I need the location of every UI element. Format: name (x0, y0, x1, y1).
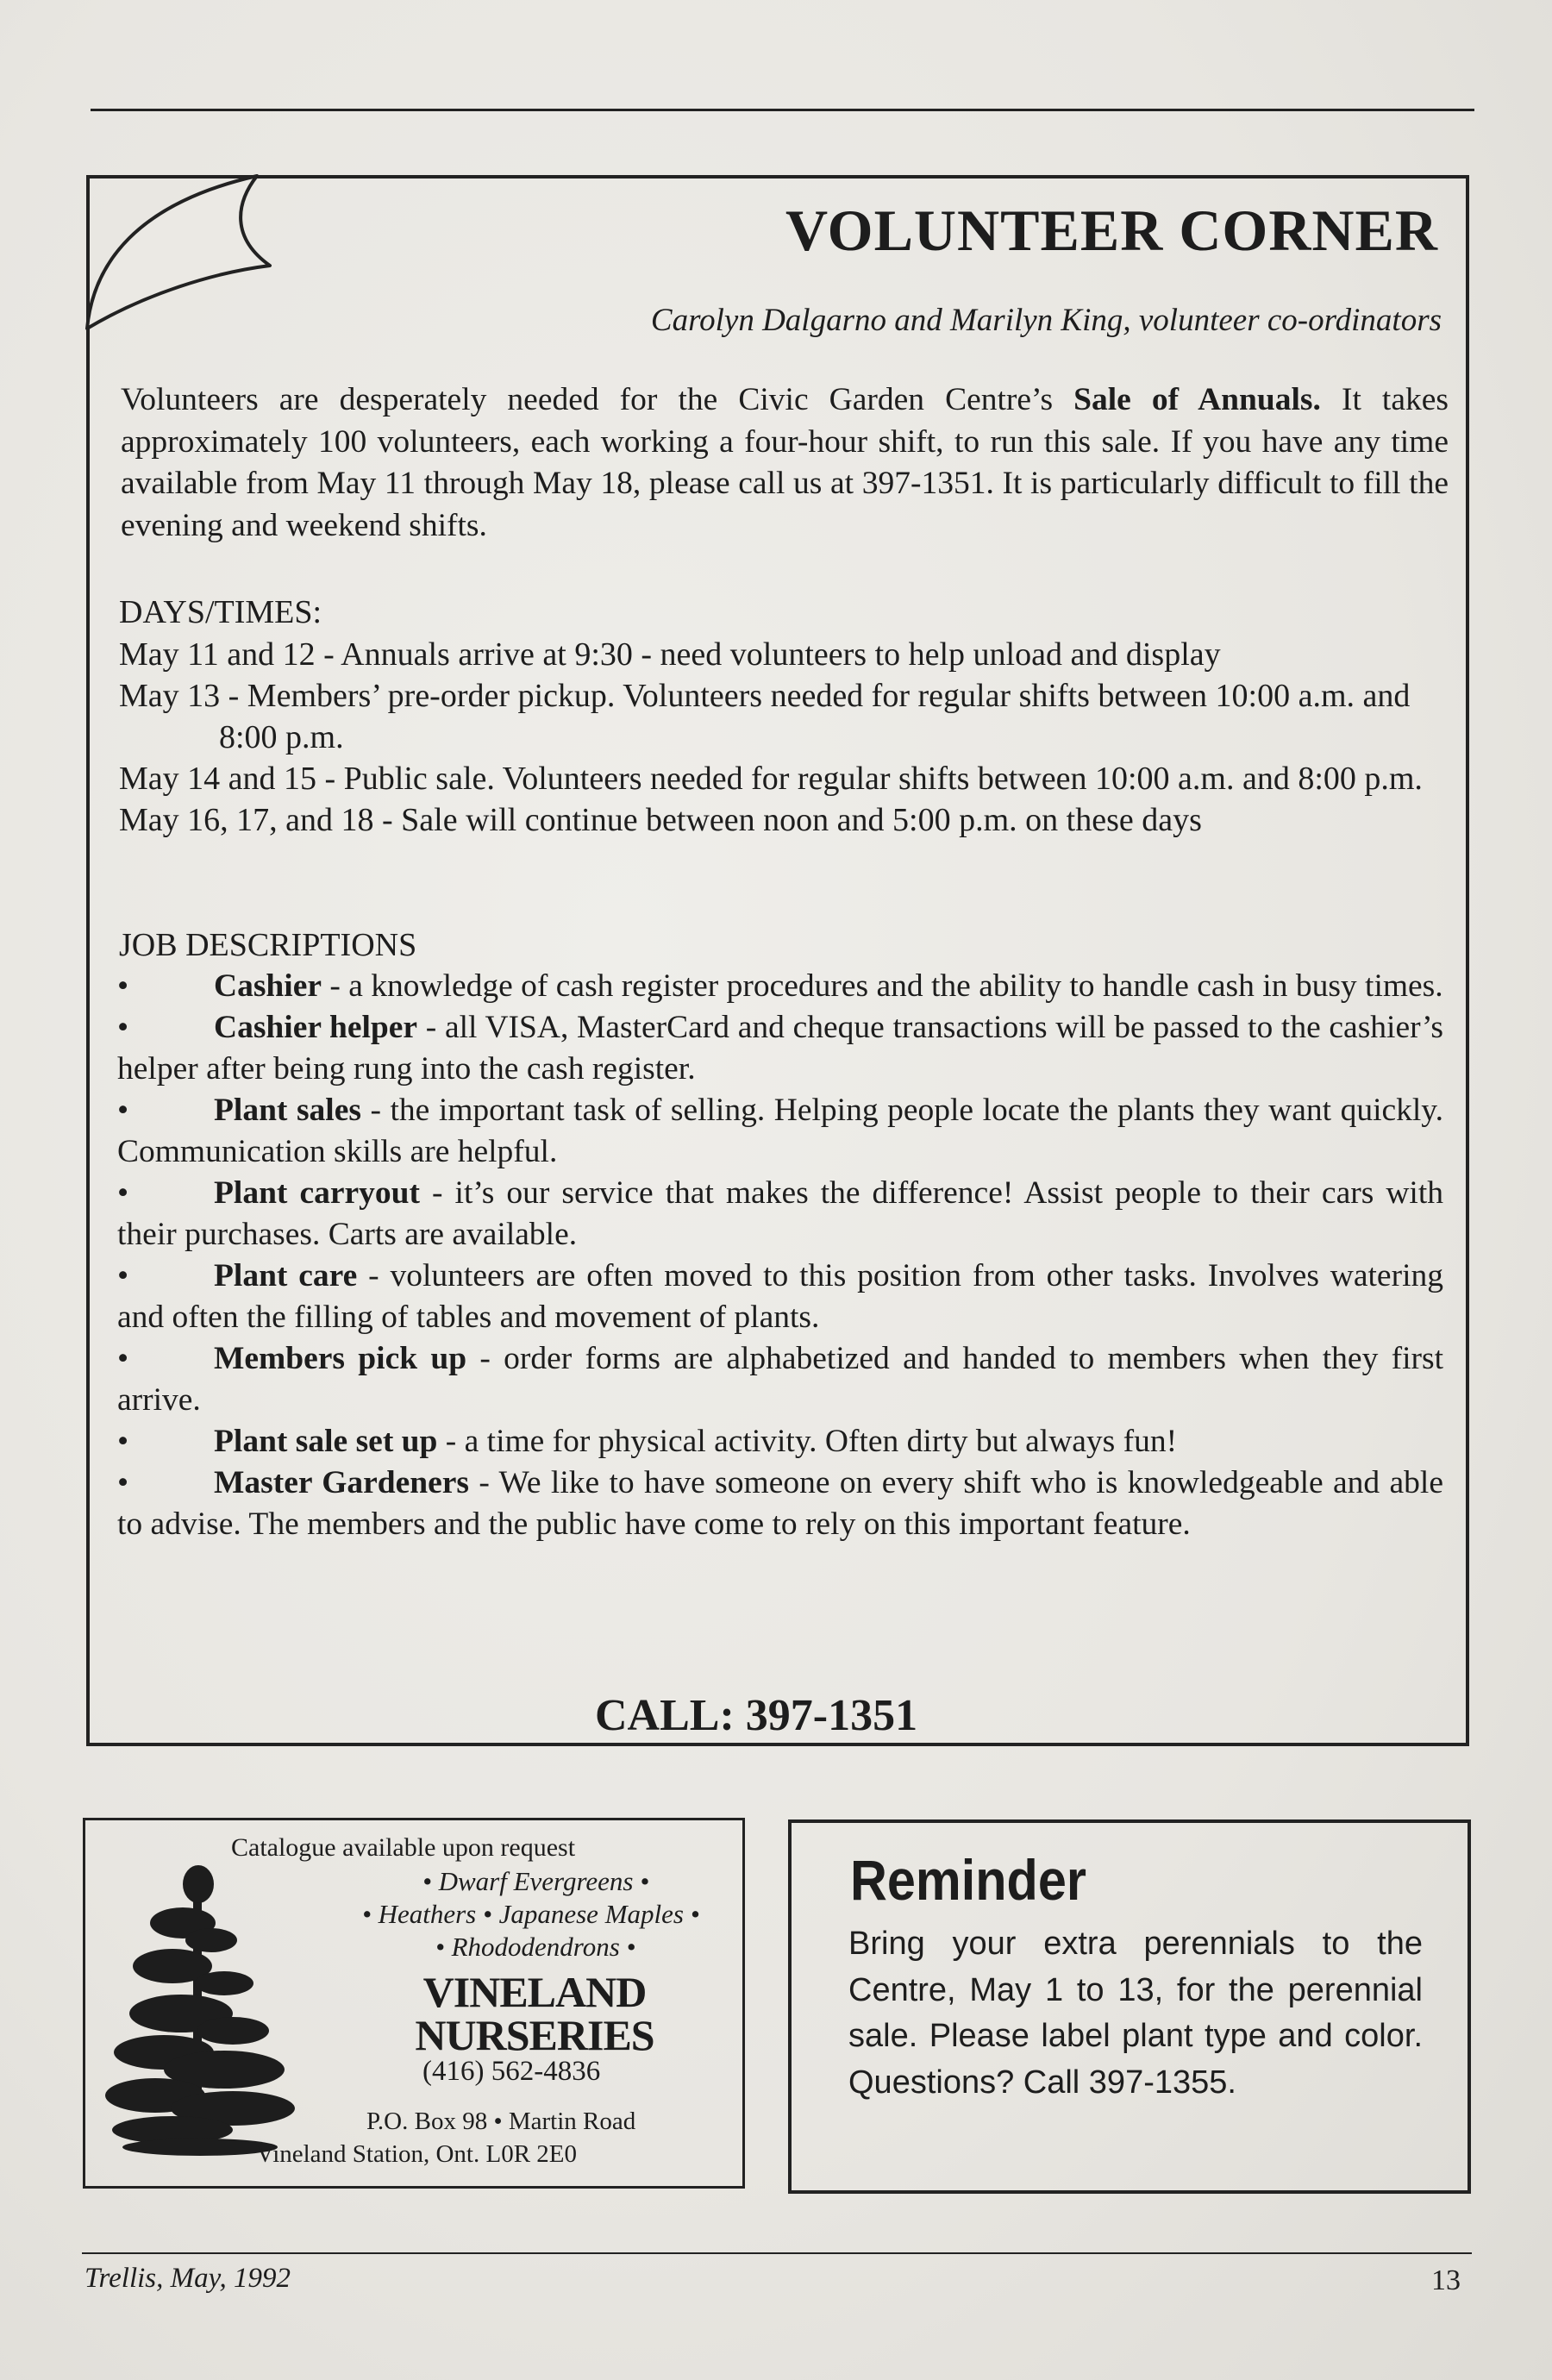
ad-phone: (416) 562-4836 (422, 2056, 601, 2087)
days-item: May 11 and 12 - Annuals arrive at 9:30 - need volunteers to help unload and display (119, 636, 1221, 673)
job-desc: - order forms are alphabetized and handed to members when they first arrive. (117, 1341, 1444, 1418)
bullet: • (117, 1175, 129, 1211)
job-desc: - it’s our service that makes the difference! Assist people to their cars with their purchases. Carts are available. (117, 1175, 1444, 1252)
days-item: May 13 - Members’ pre-order pickup. Volunteers needed for regular shifts between 10:00 a.m. and 8:00 p.m. (119, 678, 1411, 755)
job-item (117, 1007, 1443, 1090)
days-list (119, 634, 1464, 841)
job-desc: - a time for physical activity. Often dirty but always fun! (437, 1424, 1178, 1459)
bottom-rule (82, 2252, 1472, 2254)
job-name: Plant carryout (214, 1175, 420, 1211)
job-desc: - We like to have someone on every shift who is knowledgeable and able to advise. The members and the public have come to rely on this important feature. (117, 1465, 1443, 1542)
ad-catalogue-line: Catalogue available upon request (231, 1833, 576, 1862)
ad-company-name-line2: NURSERIES (415, 2011, 654, 2059)
job-item (117, 966, 1443, 1007)
job-desc: - a knowledge of cash register procedures and the ability to handle cash in busy times. (322, 968, 1443, 1004)
intro-text-end: It takes approximately 100 volunteers, each working a four-hour shift, to run this sale. If you have any time available from May 11 through May 18, please call us at 397-1351. It is particularly difficult to fill the evening and weekend shifts. (121, 382, 1449, 543)
job-item (117, 1421, 1443, 1462)
job-descriptions-heading: JOB DESCRIPTIONS (119, 927, 417, 963)
ad-product-line: • Dwarf Evergreens • (422, 1866, 650, 1896)
call-number: CALL: 397-1351 (595, 1691, 918, 1740)
job-desc: - the important task of selling. Helping people locate the plants they want quickly. Communication skills are helpful. (117, 1093, 1443, 1169)
footer-publication: Trellis, May, 1992 (84, 2263, 291, 2294)
job-name: Plant care (214, 1258, 358, 1293)
job-name: Cashier (214, 968, 322, 1004)
bullet: • (117, 1093, 129, 1128)
intro-paragraph (121, 379, 1449, 547)
job-name: Plant sales (214, 1093, 361, 1128)
job-desc: - all VISA, MasterCard and cheque transactions will be passed to the cashier’s helper after being rung into the cash register. (117, 1010, 1444, 1087)
bullet: • (117, 1258, 129, 1293)
bullet: • (117, 1010, 129, 1045)
volunteer-corner-title: VOLUNTEER CORNER (785, 197, 1438, 263)
job-item (117, 1090, 1443, 1173)
days-times-heading: DAYS/TIMES: (119, 594, 322, 630)
job-descriptions-list (117, 966, 1443, 1545)
ad-address-line1: P.O. Box 98 • Martin Road (366, 2108, 636, 2135)
bullet: • (117, 968, 129, 1004)
job-name: Master Gardeners (214, 1465, 469, 1500)
job-item (117, 1256, 1443, 1338)
reminder-title: Reminder (850, 1848, 1086, 1912)
job-item (117, 1462, 1443, 1545)
job-desc: - volunteers are often moved to this position from other tasks. Involves watering and often the filling of tables and movement of plants. (117, 1258, 1443, 1335)
top-rule (91, 109, 1474, 111)
job-name: Plant sale set up (214, 1424, 438, 1459)
ad-company-name-line1: VINELAND (422, 1968, 647, 2016)
page-number: 13 (1431, 2264, 1461, 2296)
curled-flag-ornament (84, 169, 309, 341)
job-item (117, 1338, 1443, 1421)
reminder-body: Bring your extra perennials to the Centre, May 1 to 13, for the perennial sale. Please label plant type and color. Questions? Call 397-1355. (848, 1926, 1423, 2101)
bullet: • (117, 1465, 129, 1500)
job-name: Members pick up (214, 1341, 467, 1376)
intro-text-bold: Sale of Annuals. (1073, 382, 1321, 417)
job-item (117, 1173, 1443, 1256)
days-item: May 14 and 15 - Public sale. Volunteers needed for regular shifts between 10:00 a.m. and 8:00 p.m. (119, 761, 1423, 797)
job-name: Cashier helper (214, 1010, 418, 1045)
days-item: May 16, 17, and 18 - Sale will continue between noon and 5:00 p.m. on these days (119, 802, 1202, 838)
ad-product-line: • Rhododendrons • (435, 1932, 636, 1962)
byline: Carolyn Dalgarno and Marilyn King, volunteer co-ordinators (650, 303, 1442, 338)
bullet: • (117, 1424, 129, 1459)
bullet: • (117, 1341, 129, 1376)
ad-address-line2: Vineland Station, Ont. L0R 2E0 (256, 2140, 578, 2168)
evergreen-tree-icon (103, 1845, 302, 2173)
ad-product-line: • Heathers • Japanese Maples • (362, 1899, 700, 1929)
intro-text-start: Volunteers are desperately needed for the Civic Garden Centre’s (121, 382, 1074, 417)
